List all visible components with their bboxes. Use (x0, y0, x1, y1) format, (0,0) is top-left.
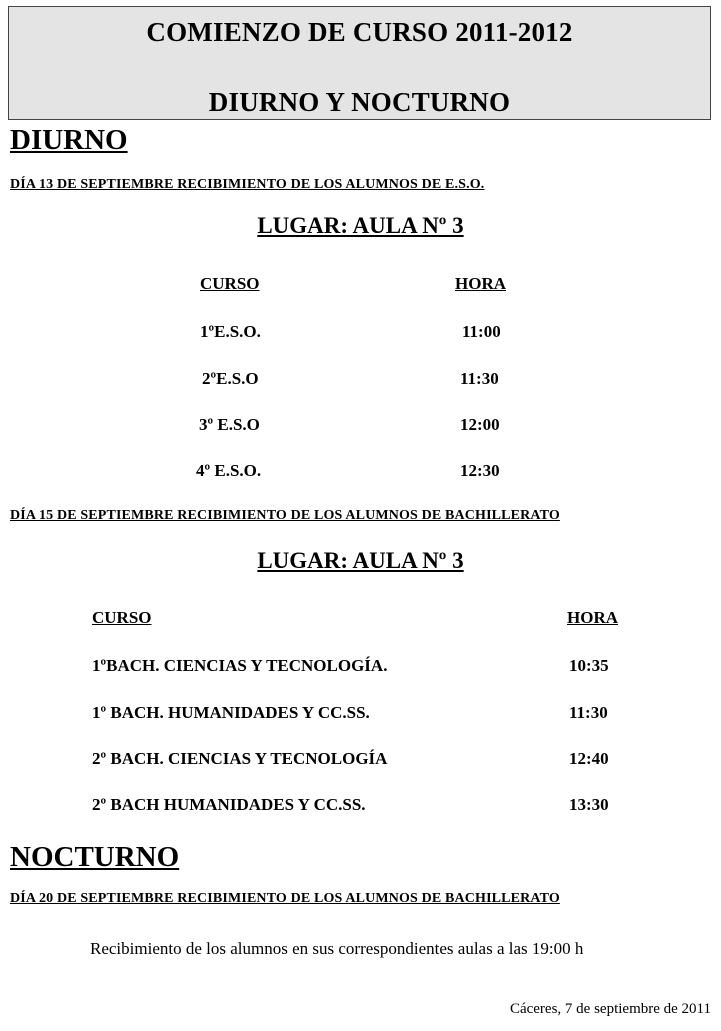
eso-row-time: 12:30 (460, 461, 500, 480)
signature-line: Cáceres, 7 de septiembre de 2011 (509, 1001, 711, 1017)
eso-col-time: HORA (455, 274, 506, 293)
bach-row-time: 10:35 (569, 656, 609, 675)
eso-row-course: 3º E.S.O (199, 415, 260, 434)
eso-row-time: 12:00 (460, 415, 500, 434)
bach-date-line: DÍA 15 DE SEPTIEMBRE RECIBIMIENTO DE LOS ALUMNOS DE BACHILLERATO (10, 508, 560, 523)
bach-place: LUGAR: AULA Nº 3 (257, 548, 464, 573)
bach-row-time: 13:30 (569, 795, 609, 814)
bach-col-time: HORA (567, 608, 618, 627)
bach-row-course: 1ºBACH. CIENCIAS Y TECNOLOGÍA. (92, 656, 388, 675)
eso-row-time: 11:00 (462, 322, 501, 341)
eso-date-line: DÍA 13 DE SEPTIEMBRE RECIBIMIENTO DE LOS ALUMNOS DE E.S.O. (10, 177, 485, 192)
bach-row-course: 1º BACH. HUMANIDADES Y CC.SS. (92, 703, 370, 722)
diurno-heading: DIURNO (10, 124, 128, 156)
nocturno-text: Recibimiento de los alumnos en sus correspondientes aulas a las 19:00 h (90, 939, 584, 958)
eso-place: LUGAR: AULA Nº 3 (257, 213, 464, 238)
document-subtitle: DIURNO Y NOCTURNO (208, 87, 511, 117)
bach-row-course: 2º BACH HUMANIDADES Y CC.SS. (92, 795, 366, 814)
bach-col-course: CURSO (92, 608, 152, 627)
bach-row-time: 12:40 (569, 749, 609, 768)
eso-row-course: 2ºE.S.O (202, 369, 259, 388)
nocturno-date-line: DÍA 20 DE SEPTIEMBRE RECIBIMIENTO DE LOS ALUMNOS DE BACHILLERATO (10, 891, 560, 906)
eso-row-time: 11:30 (460, 369, 499, 388)
bach-row-course: 2º BACH. CIENCIAS Y TECNOLOGÍA (92, 749, 388, 768)
nocturno-heading: NOCTURNO (10, 841, 180, 873)
eso-row-course: 4º E.S.O. (196, 461, 262, 480)
bach-row-time: 11:30 (569, 703, 608, 722)
title-box (8, 6, 711, 120)
document-title: COMIENZO DE CURSO 2011-2012 (146, 17, 573, 47)
eso-row-course: 1ºE.S.O. (200, 322, 261, 341)
eso-col-course: CURSO (200, 274, 260, 293)
